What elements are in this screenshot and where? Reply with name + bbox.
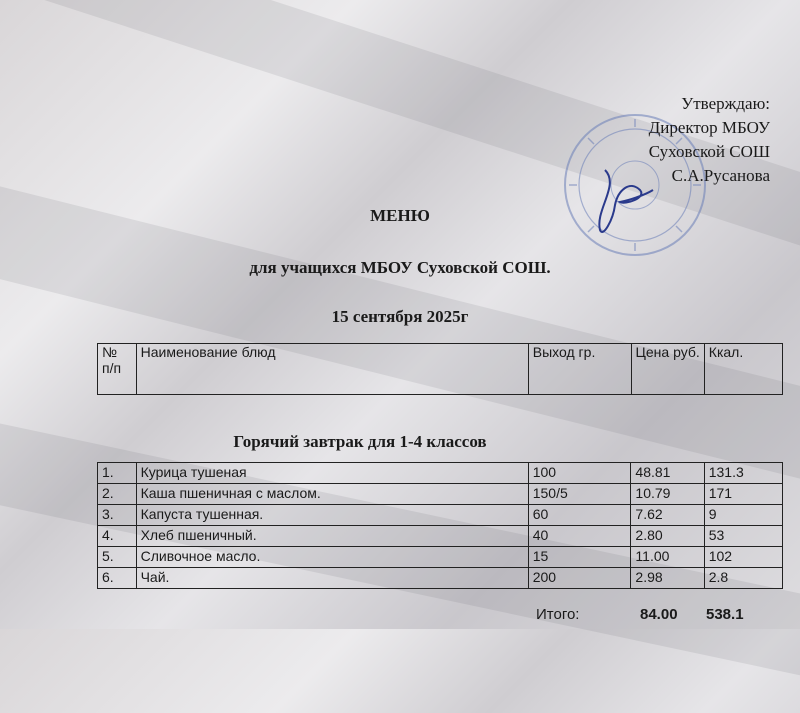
- signature-icon: [585, 160, 655, 240]
- item-name: Курица тушеная: [136, 463, 528, 484]
- header-num: № п/п: [98, 344, 137, 395]
- menu-items-table: [97, 462, 783, 589]
- item-price: 7.62: [631, 505, 704, 526]
- total-price: 84.00: [640, 606, 678, 623]
- item-kcal: 9: [704, 505, 782, 526]
- item-name: Капуста тушенная.: [136, 505, 528, 526]
- item-output: 200: [528, 568, 631, 589]
- item-name: Чай.: [136, 568, 528, 589]
- item-price: 10.79: [631, 484, 704, 505]
- table-row: [98, 526, 783, 547]
- item-price: 2.80: [631, 526, 704, 547]
- item-name: Сливочное масло.: [136, 547, 528, 568]
- approval-signatory: С.А.Русанова: [671, 166, 770, 185]
- item-name: Хлеб пшеничный.: [136, 526, 528, 547]
- item-price: 2.98: [631, 568, 704, 589]
- header-kcal: Ккал.: [704, 344, 782, 395]
- item-output: 40: [528, 526, 631, 547]
- table-row: [98, 484, 783, 505]
- item-num: 6.: [98, 568, 137, 589]
- item-kcal: 53: [704, 526, 782, 547]
- document-subtitle: для учащихся МБОУ Суховской СОШ.: [249, 258, 551, 277]
- table-row: [98, 568, 783, 589]
- item-num: 5.: [98, 547, 137, 568]
- total-kcal: 538.1: [706, 606, 744, 623]
- item-name: Каша пшеничная с маслом.: [136, 484, 528, 505]
- header-output: Выход гр.: [528, 344, 631, 395]
- item-num: 1.: [98, 463, 137, 484]
- item-kcal: 171: [704, 484, 782, 505]
- total-label: Итого:: [536, 606, 580, 623]
- item-output: 15: [528, 547, 631, 568]
- item-kcal: 2.8: [704, 568, 782, 589]
- item-num: 2.: [98, 484, 137, 505]
- item-num: 3.: [98, 505, 137, 526]
- menu-header-table: [97, 343, 783, 395]
- item-num: 4.: [98, 526, 137, 547]
- approval-line: Суховской СОШ: [648, 142, 770, 161]
- table-header-row: [98, 344, 783, 395]
- table-row: [98, 463, 783, 484]
- item-output: 60: [528, 505, 631, 526]
- table-row: [98, 547, 783, 568]
- item-price: 11.00: [631, 547, 704, 568]
- item-kcal: 102: [704, 547, 782, 568]
- section-title: Горячий завтрак для 1-4 классов: [233, 432, 487, 451]
- approval-line: Утверждаю:: [681, 94, 770, 113]
- header-price: Цена руб.: [631, 344, 704, 395]
- approval-block: [649, 92, 770, 188]
- approval-line: Директор МБОУ: [648, 118, 770, 137]
- document-date: 15 сентября 2025г: [331, 307, 469, 326]
- item-output: 150/5: [528, 484, 631, 505]
- document-title: МЕНЮ: [370, 206, 430, 225]
- item-kcal: 131.3: [704, 463, 782, 484]
- item-output: 100: [528, 463, 631, 484]
- header-name: Наименование блюд: [136, 344, 528, 395]
- table-row: [98, 505, 783, 526]
- item-price: 48.81: [631, 463, 704, 484]
